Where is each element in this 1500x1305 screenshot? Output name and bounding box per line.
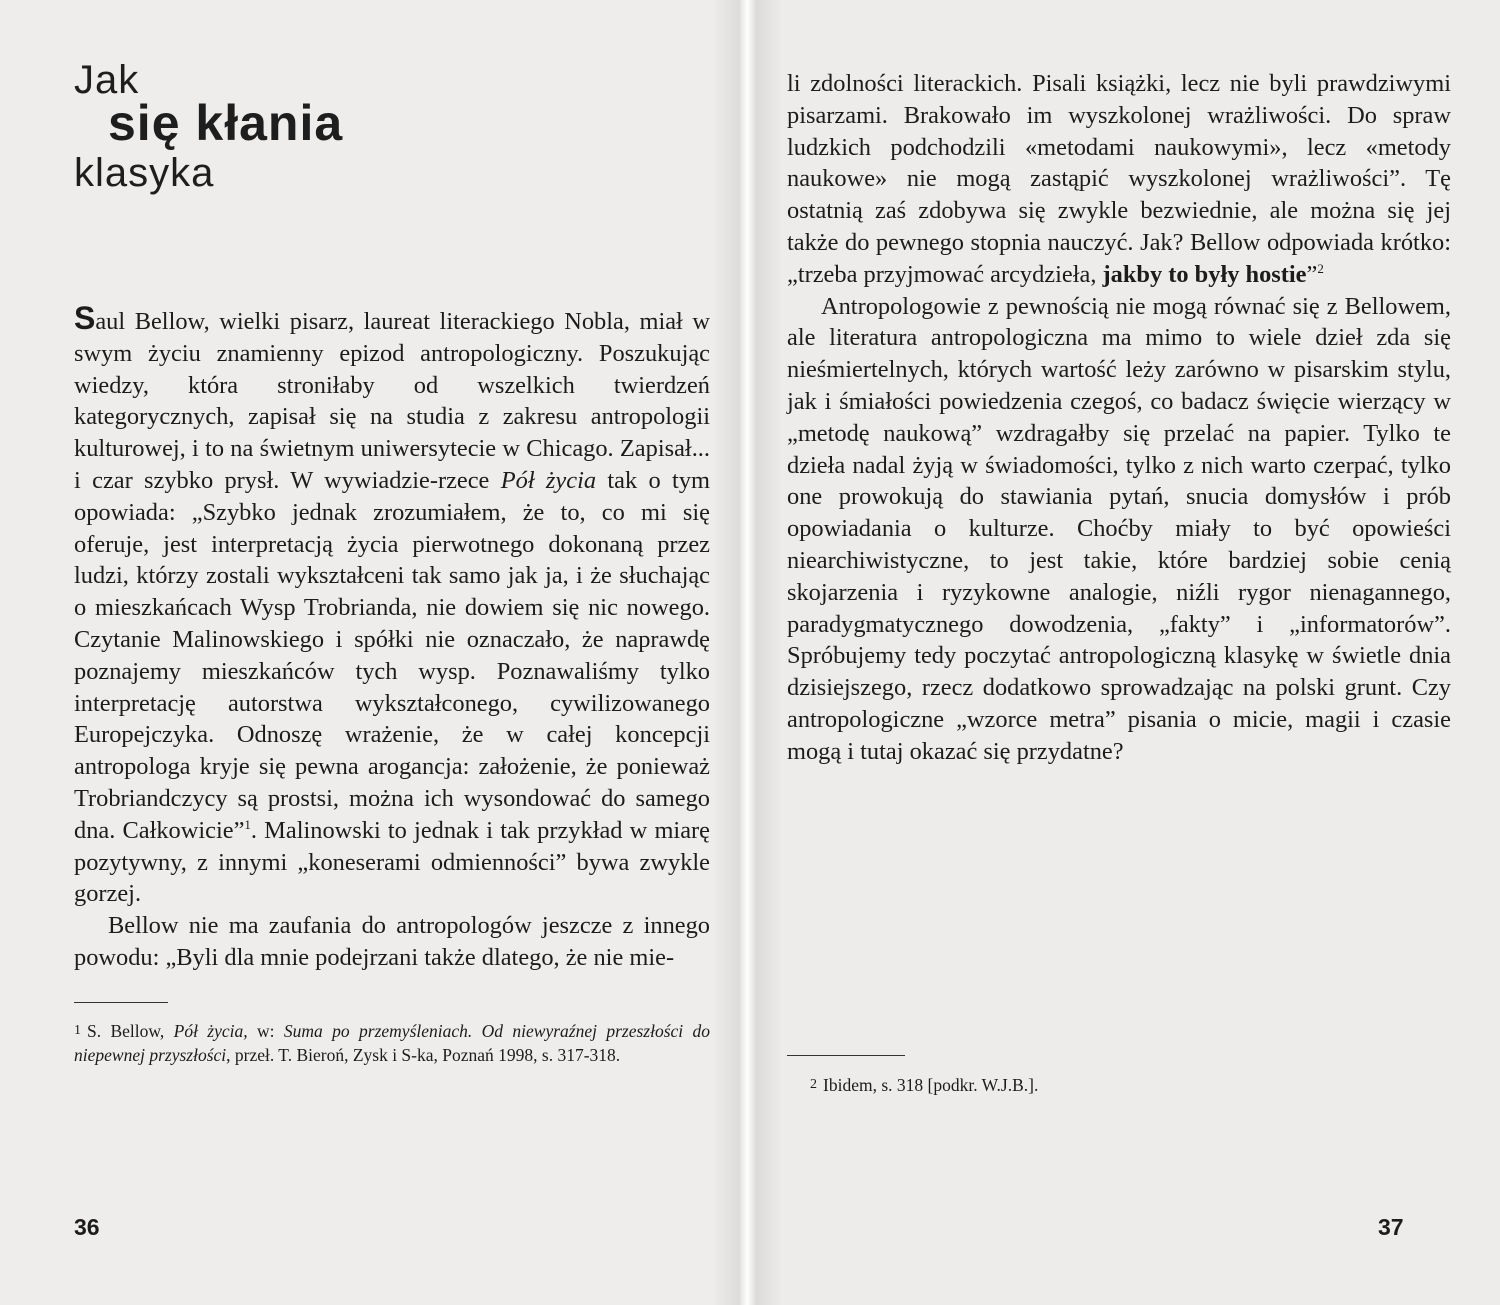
footnote-1 <box>74 1019 710 1067</box>
page-number-left: 36 <box>74 1214 100 1240</box>
left-p1-text-b: tak o tym opowiada: „Szybko jednak zrozumiałem, że to, co mi się oferuje, jest interpretacją życia pierwotnego dokonaną przez ludzi, którzy zostali wykształceni tak samo jak ja, i że słuchając o mieszkańcach Wysp Trobrianda, nie dowiem się nic nowego. Czytanie Malinowskiego i spółki nie oznaczało, że naprawdę poznajemy mieszkańców tych wysp. Poznawaliśmy tylko interpretację autorstwa wykształconego, cywilizowanego Europejczyka. Odnoszę wrażenie, że w całej koncepcji antropologa kryje się pewna arogancja: założenie, że ponieważ Trobriandczycy są prostsi, można ich wysondować do samego dna. Całkowicie” <box>74 466 710 844</box>
left-paragraph-1 <box>74 300 710 910</box>
page-number-right: 37 <box>1378 1214 1404 1240</box>
footnote-2 <box>810 1073 1450 1097</box>
left-paragraph-2: Bellow nie ma zaufania do antropologów jeszcze z innego powodu: „Byli dla mnie podejrzani także dlatego, że nie mie- <box>74 912 710 971</box>
right-body-text <box>787 68 1451 768</box>
left-body-text <box>74 300 710 974</box>
left-p1-text-c: . Malinowski to jednak i tak przykład w miarę pozytywny, z innymi „koneserami odmienności” bywa zwykle gorzej. <box>74 816 710 908</box>
footnote-ref-1: 1 <box>244 816 251 832</box>
book-title-italic: Pół życia <box>500 466 597 494</box>
footnote-divider <box>74 1002 168 1003</box>
footnote-1-text-a: S. Bellow, <box>87 1021 174 1041</box>
footnote-1-italic-1: Pół życia, <box>173 1021 248 1041</box>
chapter-title-line-3: klasyka <box>74 151 215 195</box>
right-p1-text-a: li zdolności literackich. Pisali książki, lecz nie byli prawdziwymi pisarzami. Brakowało im wyszkolonej wrażliwości. Do spraw ludzkich podchodzili «metodami naukowymi», lecz «metody naukowe» nie mogą zastąpić wyszkolonej wrażliwości”. Tę ostatnią zaś zdobywa się zwykle bezwiednie, ale można się jej także do pewnego stopnia nauczyć. Jak? Bellow odpowiada krótko: „trzeba przyjmować arcydzieła, <box>787 70 1451 288</box>
footnote-1-text-e: , przeł. T. Bieroń, Zysk i S-ka, Poznań 1998, s. 317-318. <box>226 1045 621 1065</box>
footnote-divider <box>787 1055 905 1056</box>
right-paragraph-2: Antropologowie z pewnością nie mogą równać się z Bellowem, ale literatura antropologiczna ma mimo to wiele dzieł zda się nieśmiertelnych, których wartość leży zarówno w pisarskim stylu, jak i śmiałości powiedzenia czegoś, co badacz święcie wierzący w „metodę naukową” wzdragałby się przelać na papier. Tylko te dzieła nadal żyją w świadomości, tylko z nich warto czerpać, tylko one prowokują do stawiania pytań, snucia domysłów i prób opowiadania o kulturze. Choćby miały to być opowieści niearchiwistyczne, to jest takie, które bardziej sobie cenią skojarzenia i ryzykowne analogie, niźli rygor nienagannego, paradygmatycznego dowodzenia, „fakty” i „informatorów”. Spróbujemy tedy poczytać antropologiczną klasykę w świetle dnia dzisiejszego, rzecz dodatkowo sprowadzając na polski grunt. Czy antropologiczne „wzorce metra” pisania o micie, magii i czasie mogą i tutaj okazać się przydatne? <box>787 292 1451 765</box>
right-paragraph-1 <box>787 68 1451 291</box>
chapter-title-line-2: się kłania <box>108 95 344 151</box>
footnote-1-italic-2: Suma po przemyśleniach. Od niewyraźnej przeszłości do niepewnej przyszłości <box>74 1021 711 1065</box>
emphasis-bold: jakby to były hostie <box>1102 260 1307 288</box>
left-p1-text-a: aul Bellow, wielki pisarz, laureat literackiego Nobla, miał w swym życiu znamienny epizod antropologiczny. Poszukując wiedzy, która stroniłaby od wszelkich twierdzeń kategorycznych, zapisał się na studia z zakresu antropologii kulturowej, i to na świetnym uniwersytecie w Chicago. Zapisał... i czar szybko prysł. W wywiadzie-rzece <box>74 308 710 494</box>
footnote-1-number: 1 <box>74 1023 81 1038</box>
right-p1-text-b: ” <box>1306 260 1318 288</box>
left-page <box>0 0 740 1305</box>
right-page <box>756 0 1500 1305</box>
footnote-2-number: 2 <box>810 1077 817 1092</box>
drop-cap: S <box>74 300 96 336</box>
book-gutter <box>740 0 756 1305</box>
footnote-2-text: Ibidem, s. 318 [podkr. W.J.B.]. <box>823 1075 1039 1095</box>
chapter-title-line-1: Jak <box>74 58 140 102</box>
footnote-1-text-c: w: <box>247 1021 284 1041</box>
footnote-ref-2: 2 <box>1317 260 1324 276</box>
